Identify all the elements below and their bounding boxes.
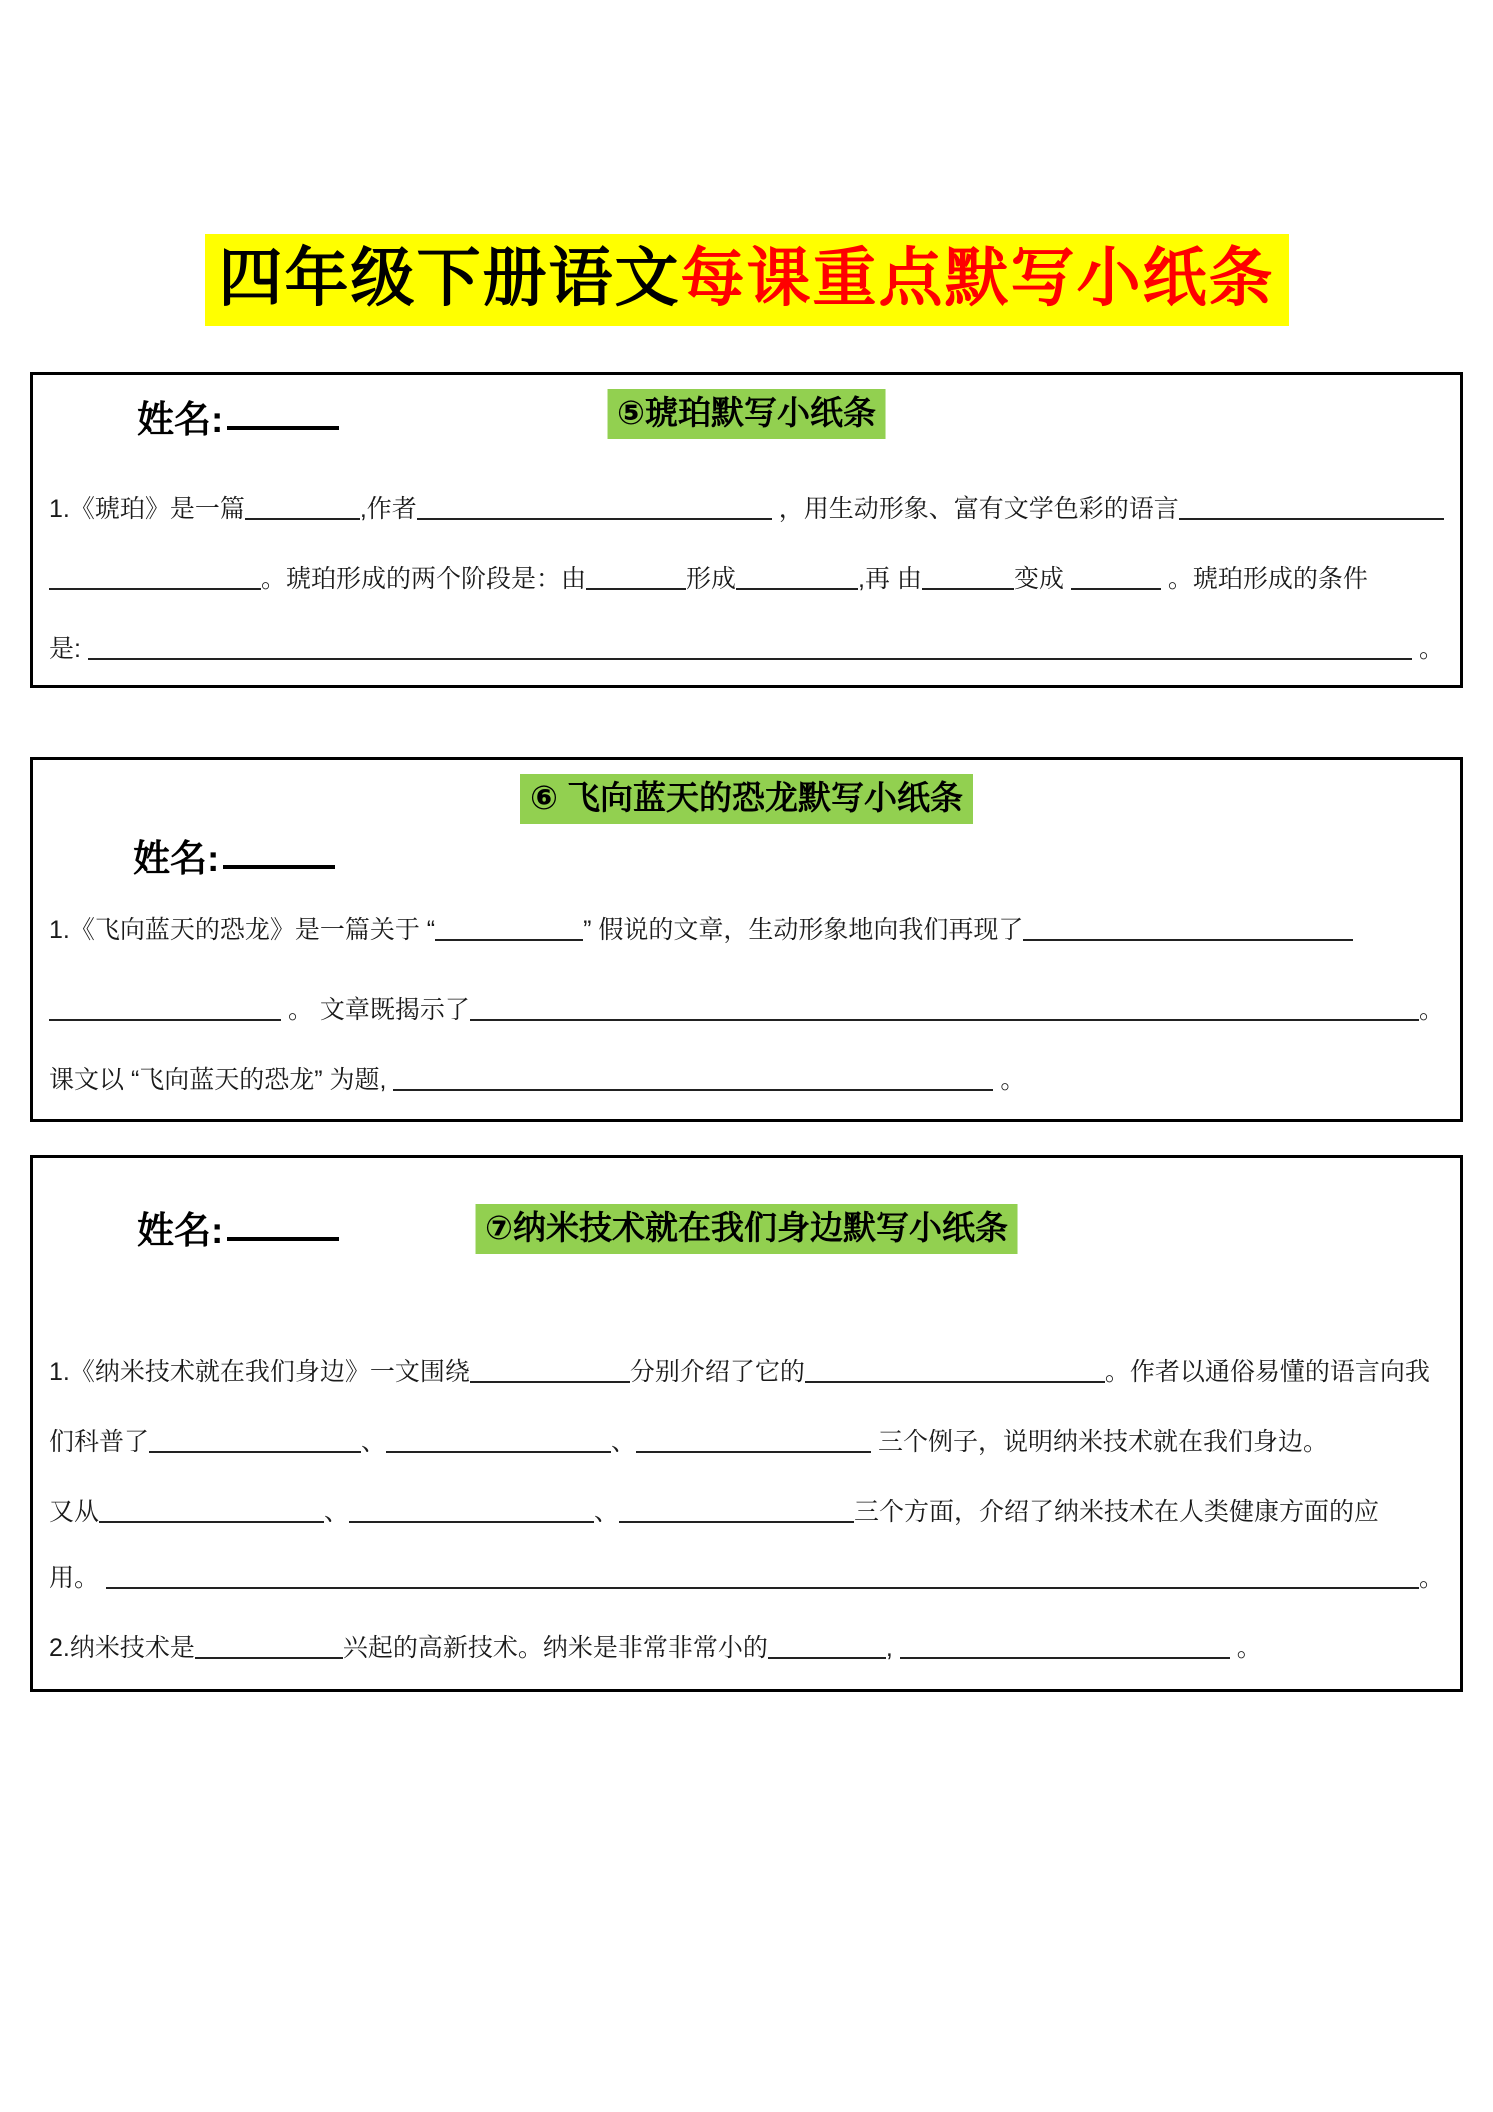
- section-head-row: [49, 389, 1444, 447]
- blank-field: [49, 588, 261, 590]
- fill-line: [49, 912, 1444, 948]
- blank-field: [106, 1587, 1419, 1589]
- text-segment: 兴起的高新技术。纳米是非常非常小的: [342, 1634, 768, 1662]
- text-segment: ，用生动形象、富有文学色彩的语言: [771, 495, 1179, 523]
- page-title-topic: 每课重点默写小纸条: [680, 242, 1275, 314]
- text-segment: 。: [993, 1065, 1026, 1094]
- text-segment: 。琥珀形成的条件: [1160, 565, 1368, 593]
- section-head-row: [49, 1200, 1444, 1258]
- text-segment: 用。: [49, 1564, 106, 1592]
- blank-field: [88, 658, 1412, 660]
- fill-line: [49, 491, 1444, 527]
- text-segment: 形成: [686, 565, 737, 593]
- page-title: [0, 234, 1493, 326]
- section-header: ⑦纳米技术就在我们身边默写小纸条: [475, 1204, 1018, 1254]
- text-segment: 、: [611, 1428, 637, 1456]
- blank-field: [922, 588, 1014, 590]
- blank-field: [49, 1019, 281, 1021]
- text-segment: 分别介绍了它的: [629, 1358, 805, 1386]
- text-segment: 三个例子，说明纳米技术就在我们身边。: [871, 1428, 1328, 1456]
- text-segment: 。琥珀形成的两个阶段是：由: [261, 565, 587, 593]
- blank-field: [736, 588, 858, 590]
- section-nano-slip: [30, 1155, 1463, 1692]
- fill-line: [49, 1354, 1444, 1390]
- name-field: [137, 389, 339, 443]
- text-segment: 。 文章既揭示了: [281, 995, 470, 1024]
- blank-field: [619, 1521, 854, 1523]
- blank-field: [768, 1657, 886, 1659]
- fill-line: [49, 1630, 1444, 1666]
- name-field: [133, 828, 335, 882]
- section-header: ⑤琥珀默写小纸条: [607, 389, 886, 439]
- name-label: 姓名:: [137, 1210, 224, 1251]
- text-segment: 、: [594, 1498, 620, 1526]
- text-segment: ,: [885, 1634, 900, 1662]
- section-head-row: [49, 774, 1444, 824]
- section-header: ⑥ 飞向蓝天的恐龙默写小纸条: [520, 774, 973, 824]
- name-blank-line: [227, 1237, 339, 1241]
- text-segment: 课文以 “飞向蓝天的恐龙” 为题,: [49, 1065, 394, 1094]
- blank-field: [149, 1451, 361, 1453]
- blank-field: [195, 1657, 343, 1659]
- blank-field: [417, 518, 772, 520]
- blank-field: [470, 1381, 630, 1383]
- name-blank-line: [223, 865, 335, 869]
- blank-field: [393, 1089, 993, 1091]
- blank-field: [349, 1521, 594, 1523]
- name-label: 姓名:: [133, 837, 220, 879]
- text-segment: 。: [1418, 1564, 1444, 1592]
- page-title-grade: 四年级下册语文: [218, 242, 681, 314]
- fill-line: [49, 1494, 1444, 1530]
- blank-field: [386, 1451, 611, 1453]
- blank-field: [805, 1381, 1105, 1383]
- blank-field: [636, 1451, 871, 1453]
- blank-field: [1023, 939, 1353, 941]
- text-segment: 1.《飞向蓝天的恐龙》是一篇关于 “: [49, 915, 436, 944]
- text-segment: ,再 由: [858, 565, 922, 593]
- text-segment: 们科普了: [49, 1428, 150, 1456]
- blank-field: [1071, 588, 1161, 590]
- name-field: [137, 1200, 339, 1254]
- text-segment: 。: [1229, 1634, 1262, 1662]
- text-segment: 。作者以通俗易懂的语言向我: [1104, 1358, 1430, 1386]
- fill-line: [49, 1062, 1444, 1098]
- blank-field: [245, 518, 360, 520]
- page-title-highlight: [205, 234, 1289, 326]
- text-segment: 1.《琥珀》是一篇: [49, 495, 245, 523]
- section-amber-slip: [30, 372, 1463, 688]
- name-row: [49, 828, 1444, 882]
- text-segment: ,作者: [359, 495, 417, 523]
- text-segment: 又从: [49, 1498, 100, 1526]
- text-segment: 三个方面，介绍了纳米技术在人类健康方面的应: [854, 1498, 1380, 1526]
- text-segment: ” 假说的文章，生动形象地向我们再现了: [583, 915, 1024, 944]
- fill-line: [49, 992, 1444, 1028]
- blank-field: [1179, 518, 1444, 520]
- name-blank-line: [227, 426, 339, 430]
- text-segment: 。: [1418, 995, 1444, 1024]
- fill-line: [49, 1560, 1444, 1596]
- blank-field: [900, 1657, 1230, 1659]
- blank-field: [586, 588, 686, 590]
- name-label: 姓名:: [137, 399, 224, 440]
- text-segment: 是:: [49, 635, 88, 663]
- text-segment: 1.《纳米技术就在我们身边》一文围绕: [49, 1358, 470, 1386]
- text-segment: 、: [361, 1428, 387, 1456]
- text-segment: 2.纳米技术是: [49, 1634, 195, 1662]
- blank-field: [99, 1521, 324, 1523]
- fill-line: [49, 561, 1444, 597]
- section-dinosaur-slip: [30, 757, 1463, 1122]
- text-segment: 变成: [1013, 565, 1071, 593]
- text-segment: 、: [324, 1498, 350, 1526]
- blank-field: [435, 939, 583, 941]
- blank-field: [470, 1019, 1419, 1021]
- fill-line: [49, 1424, 1444, 1460]
- text-segment: 。: [1412, 635, 1444, 663]
- fill-line: [49, 631, 1444, 667]
